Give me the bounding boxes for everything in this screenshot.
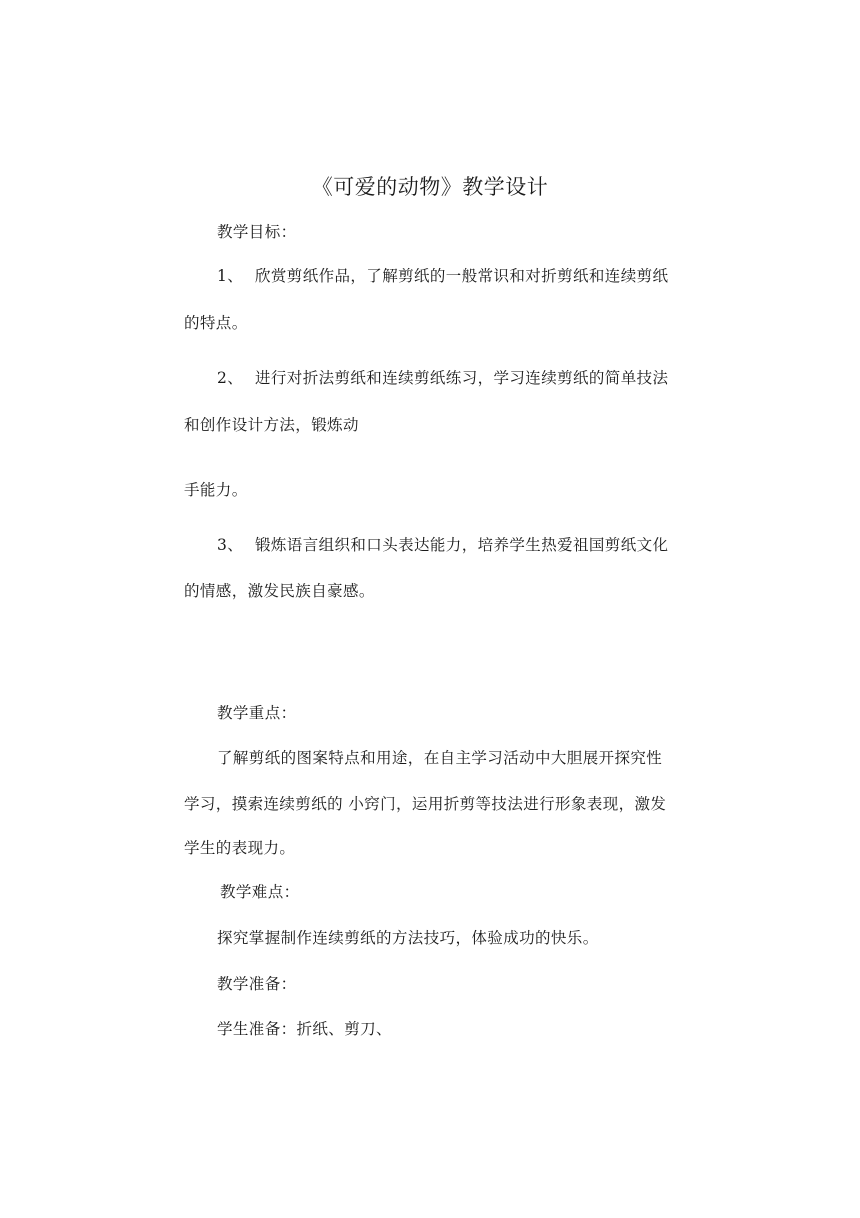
objective-2-number: 2、 [217,369,244,387]
objective-1-line-1 [217,266,668,286]
key-points-line-3: 学生的表现力。 [184,839,296,857]
objective-1-text: 欣赏剪纸作品，了解剪纸的一般常识和对折剪纸和连续剪纸 [255,267,669,285]
objectives-heading: 教学目标： [217,223,297,241]
key-points-line-2: 学习，摸索连续剪纸的 小窍门，运用折剪等技法进行形象表现，激发 [184,795,667,813]
document-title: 《可爱的动物》教学设计 [311,175,549,199]
objective-3-line-2: 的情感，激发民族自豪感。 [184,582,375,600]
preparation-text: 学生准备：折纸、剪刀、 [217,1020,392,1038]
objective-3-number: 3、 [217,536,244,554]
preparation-heading: 教学准备： [217,975,297,993]
objective-2-line-2: 和创作设计方法，锻炼动 [184,416,359,434]
objective-1-line-2: 的特点。 [184,314,248,332]
difficulties-text: 探究掌握制作连续剪纸的方法技巧，体验成功的快乐。 [217,929,599,947]
key-points-line-1: 了解剪纸的图案特点和用途，在自主学习活动中大胆展开探究性 [217,749,663,767]
objective-3-line-1 [217,535,668,555]
objective-3-text: 锻炼语言组织和口头表达能力，培养学生热爱祖国剪纸文化 [255,536,669,554]
key-points-heading: 教学重点： [217,704,297,722]
objective-2-text: 进行对折法剪纸和连续剪纸练习，学习连续剪纸的简单技法 [255,369,669,387]
objective-2-line-3: 手能力。 [184,481,248,499]
objective-1-number: 1、 [217,267,244,285]
objective-2-line-1 [217,368,668,388]
difficulties-heading: 教学难点： [220,883,300,901]
